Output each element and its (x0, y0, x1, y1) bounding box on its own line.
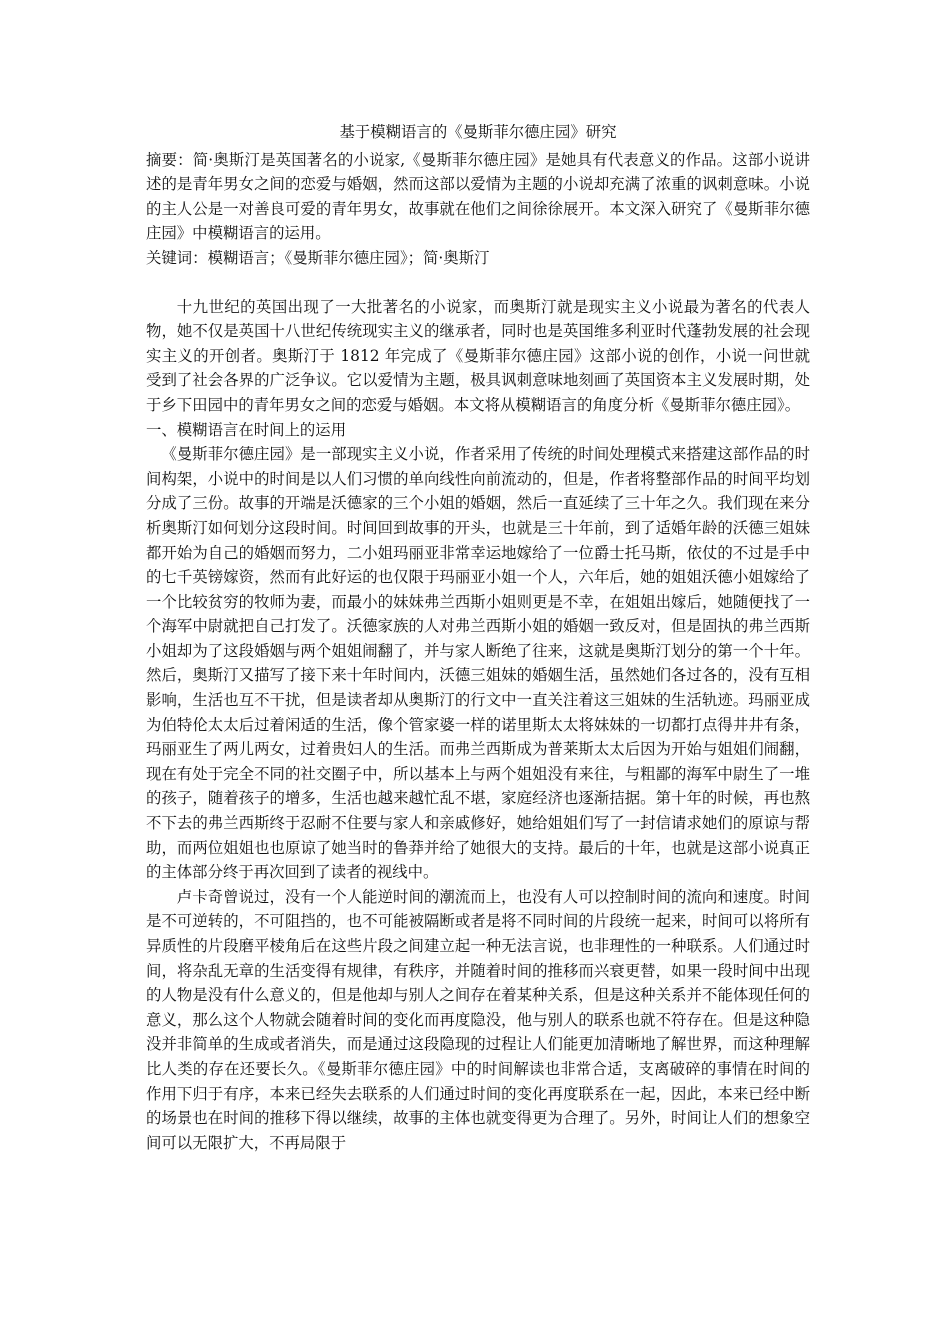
document-title: 基于模糊语言的《曼斯菲尔德庄园》研究 (339, 123, 617, 141)
body-paragraph: 卢卡奇曾说过，没有一个人能逆时间的潮流而上，也没有人可以控制时间的流向和速度。时间是不可逆转的，不可阻挡的，也不可能被隔断或者是将不同时间的片段统一起来，时间可以将所有异质性的片段磨平棱角后在这些片段之间建立起一种无法言说，也非理性的一种联系。人们通过时间，将杂乱无章的生活变得有规律，有秩序，并随着时间的推移而兴衰更替，如果一段时间中出现的人物是没有什么意义的，但是他却与别人之间存在着某种关系，但是这种关系并不能体现任何的意义，那么这个人物就会随着时间的变化而再度隐没，他与别人的联系也就不符存在。但是这种隐没并非简单的生成或者消失，而是通过这段隐现的过程让人们能更加清晰地了解世界，而这种理解比人类的存在还要长久。《曼斯菲尔德庄园》中的时间解读也非常合适，支离破碎的事情在时间的作用下归于有序，本来已经失去联系的人们通过时间的变化再度联系在一起，因此，本来已经中断的场景也在时间的推移下得以继续，故事的主体也就变得更为合理了。另外，时间让人们的想象空间可以无限扩大，不再局限于 (146, 887, 810, 1152)
abstract-paragraph: 摘要：简·奥斯汀是英国著名的小说家,《曼斯菲尔德庄园》是她具有代表意义的作品。这部小说讲述的是青年男女之间的恋爱与婚姻，然而这部以爱情为主题的小说却充满了浓重的讽刺意味。小说的主人公是一对善良可爱的青年男女，故事就在他们之间徐徐展开。本文深入研究了《曼斯菲尔德庄园》中模糊语言的运用。 (146, 150, 810, 243)
blank-line (146, 271, 810, 295)
keywords-line: 关键词：模糊语言；《曼斯菲尔德庄园》；简·奥斯汀 (146, 248, 490, 267)
intro-paragraph: 十九世纪的英国出现了一大批著名的小说家，而奥斯汀就是现实主义小说最为著名的代表人物，她不仅是英国十八世纪传统现实主义的继承者，同时也是英国维多利亚时代蓬勃发展的社会现实主义的开创者。奥斯汀于 1812 年完成了《曼斯菲尔德庄园》这部小说的创作，小说一问世就受到了社会各界的广泛争议。它以爱情为主题，极具讽刺意味地刻画了英国资本主义发展时期，处于乡下田园中的青年男女之间的恋爱与婚姻。本文将从模糊语言的角度分析《曼斯菲尔德庄园》。 (146, 297, 810, 414)
document-page (146, 120, 810, 1155)
body-paragraph: 《曼斯菲尔德庄园》是一部现实主义小说，作者采用了传统的时间处理模式来搭建这部作品的时间构架，小说中的时间是以人们习惯的单向线性向前流动的，但是，作者将整部作品的时间平均划分成了三份。故事的开端是沃德家的三个小姐的婚姻，然后一直延续了三十年之久。我们现在来分析奥斯汀如何划分这段时间。时间回到故事的开头，也就是三十年前，到了适婚年龄的沃德三姐妹都开始为自己的婚姻而努力，二小姐玛丽亚非常幸运地嫁给了一位爵士托马斯，依仗的不过是手中的七千英镑嫁资，然而有此好运的也仅限于玛丽亚小姐一个人，六年后，她的姐姐沃德小姐嫁给了一个比较贫穷的牧师为妻，而最小的妹妹弗兰西斯小姐则更是不幸，在姐姐出嫁后，她随便找了一个海军中尉就把自己打发了。沃德家族的人对弗兰西斯小姐的婚姻一致反对，但是固执的弗兰西斯小姐却为了这段婚姻与两个姐姐闹翻了，并与家人断绝了往来，这就是奥斯汀划分的第一个十年。然后，奥斯汀又描写了接下来十年时间内，沃德三姐妹的婚姻生活，虽然她们各过各的，没有互相影响，生活也互不干扰，但是读者却从奥斯汀的行文中一直关注着这三姐妹的生活轨迹。玛丽亚成为伯特伦太太后过着闲适的生活，像个管家婆一样的诺里斯太太将妹妹的一切都打点得井井有条，玛丽亚生了两儿两女，过着贵妇人的生活。而弗兰西斯成为普莱斯太太后因为开始与姐姐们闹翻，现在有处于完全不同的社交圈子中，所以基本上与两个姐姐没有来往，与粗鄙的海军中尉生了一堆的孩子，随着孩子的增多，生活也越来越忙乱不堪，家庭经济也逐渐拮据。第十年的时候，再也熬不下去的弗兰西斯终于忍耐不住要与家人和亲戚修好，她给姐姐们写了一封信请求她们的原谅与帮助，而两位姐姐也也原谅了她当时的鲁莽并给了她很大的支持。最后的十年，也就是这部小说真正的主体部分终于再次回到了读者的视线中。 (146, 445, 810, 882)
section-heading: 一、模糊语言在时间上的运用 (146, 420, 347, 439)
